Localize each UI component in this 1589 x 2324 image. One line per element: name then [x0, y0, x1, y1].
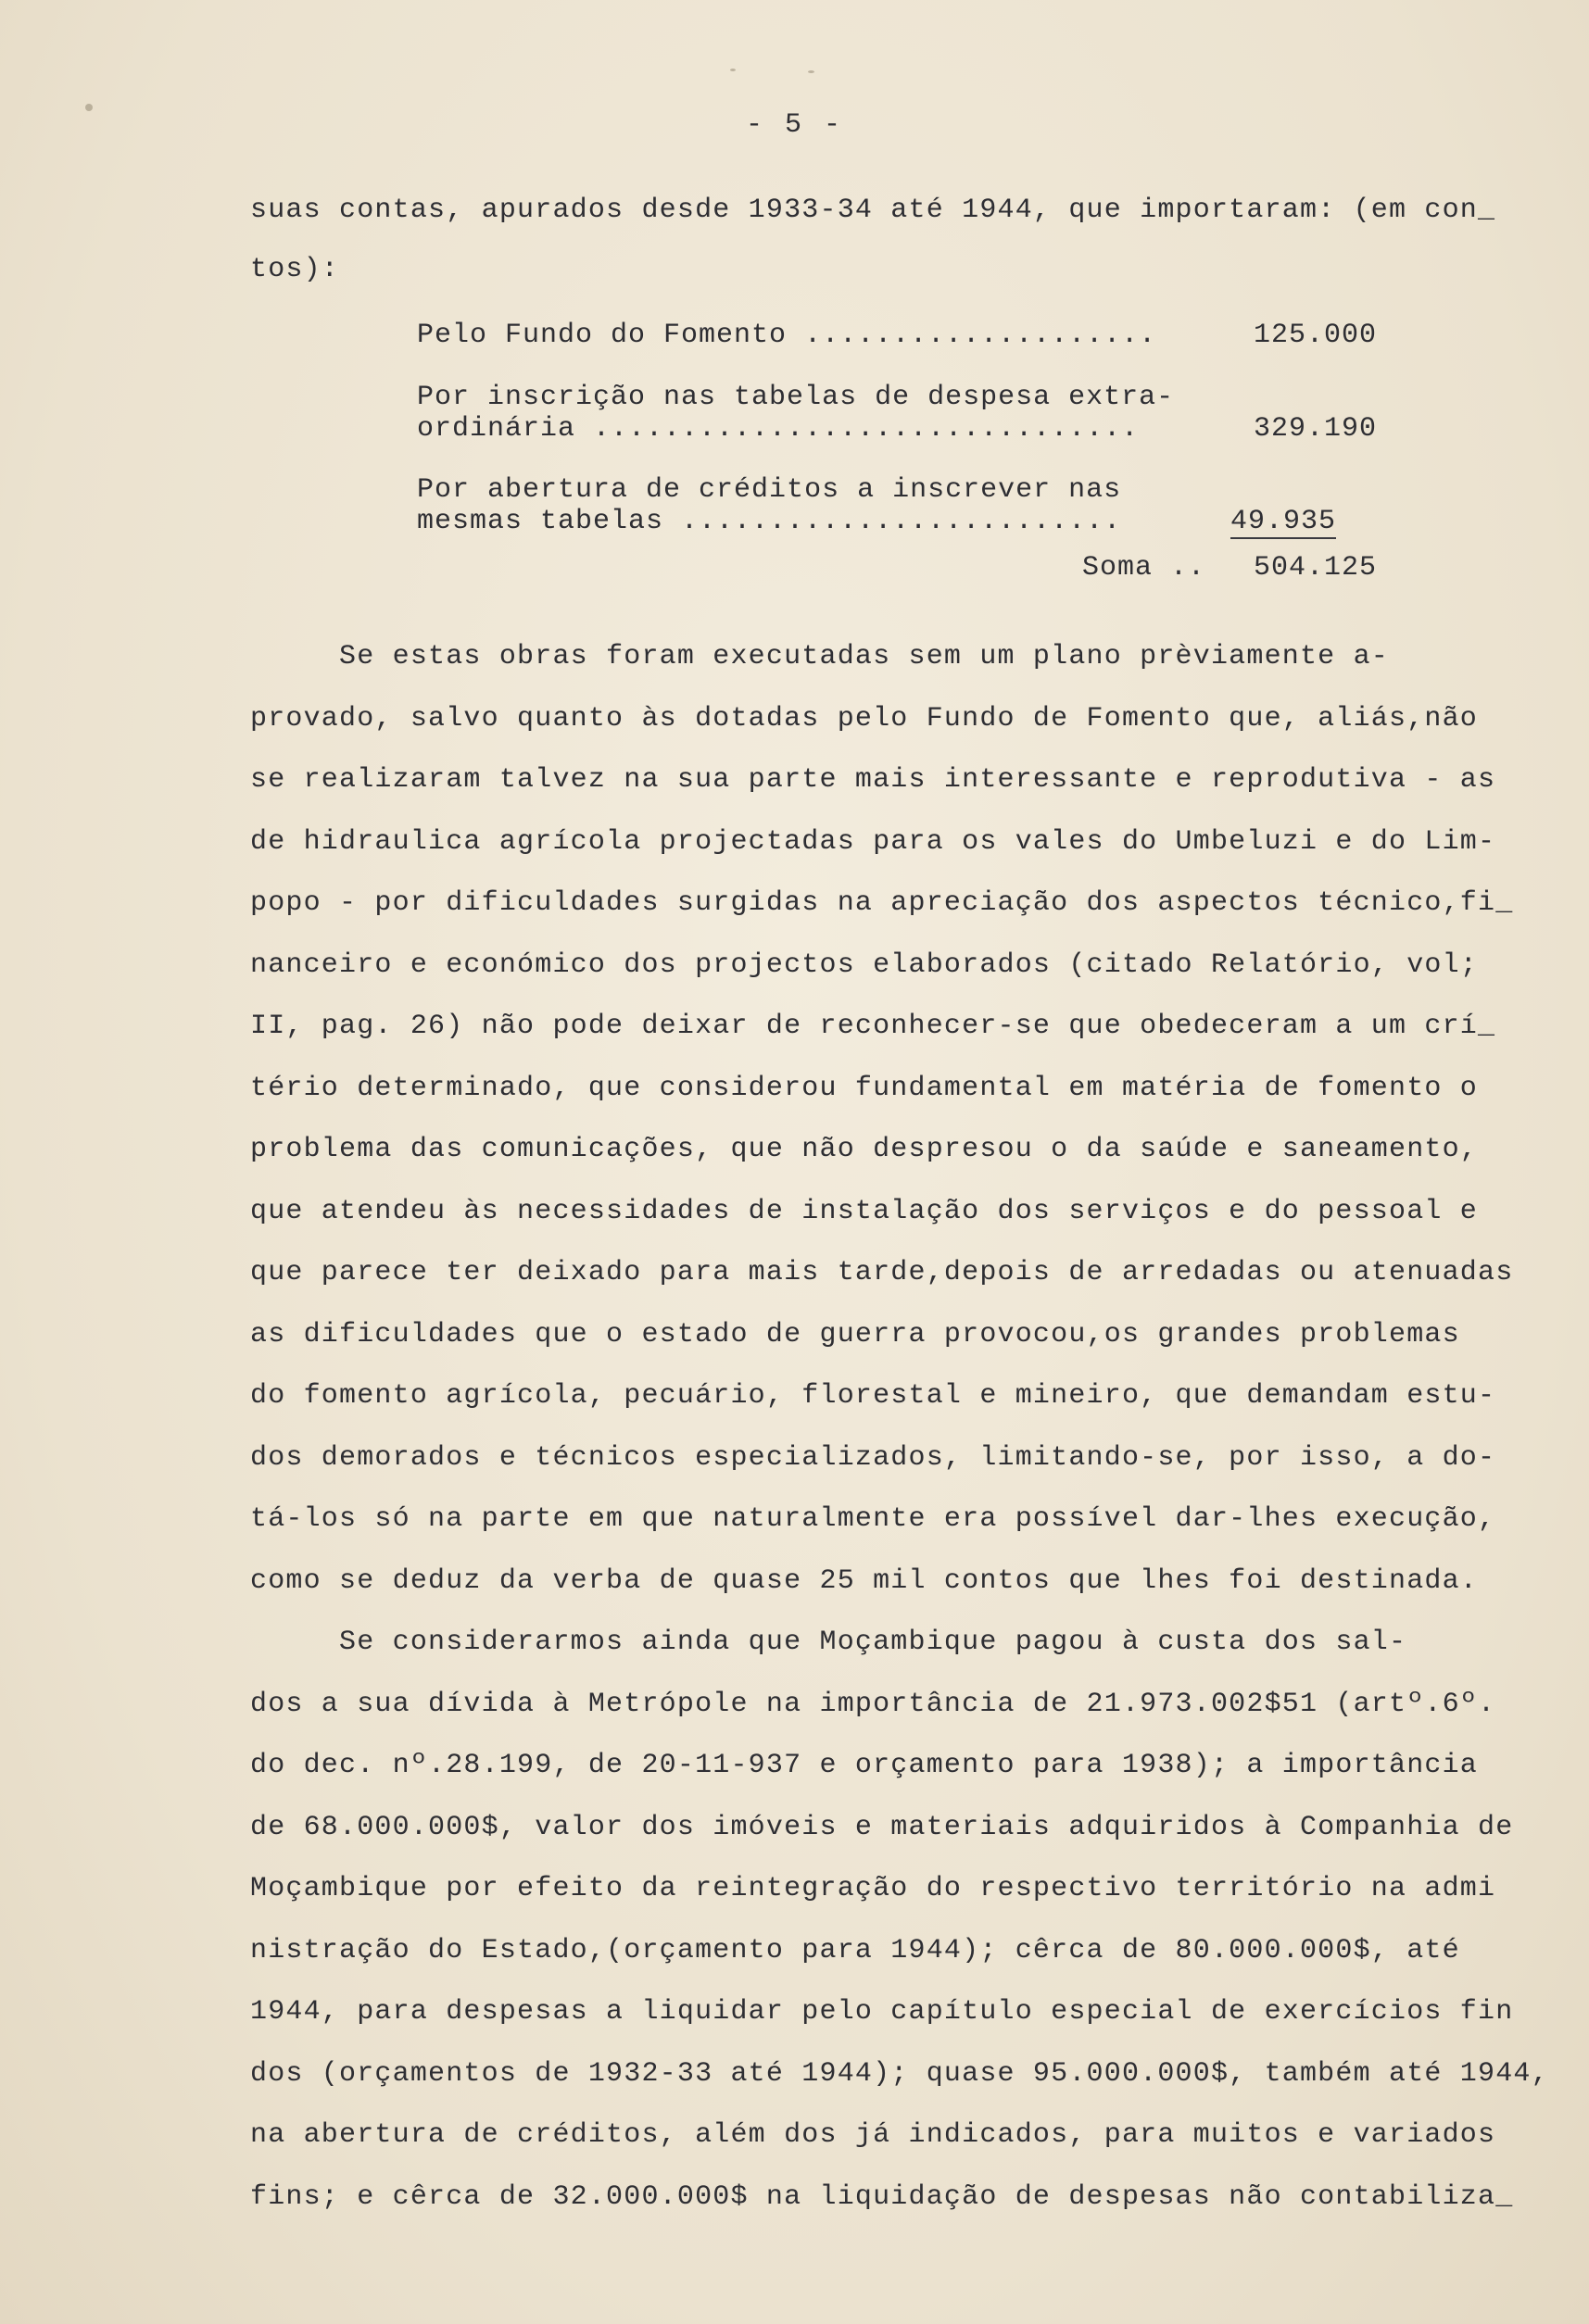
text-line: provado, salvo quanto às dotadas pelo Fundo de Fomento que, aliás,não: [250, 702, 1479, 735]
text-line: as dificuldades que o estado de guerra provocou,os grandes problemas: [250, 1318, 1460, 1350]
text-line: que atendeu às necessidades de instalação dos serviços e do pessoal e: [250, 1195, 1479, 1227]
text-line: dos (orçamentos de 1932-33 até 1944); quase 95.000.000$, também até 1944,: [250, 2057, 1549, 2090]
text-line: na abertura de créditos, além dos já indicados, para muitos e variados: [250, 2119, 1496, 2151]
table-row-value: 125.000: [1253, 320, 1377, 351]
table-row-value: 329.190: [1253, 413, 1377, 445]
text-line: Moçambique por efeito da reintegração do respectivo território na admi: [250, 1873, 1496, 1904]
text-line: como se deduz da verba de quase 25 mil contos que lhes foi destinada.: [250, 1564, 1479, 1597]
text-line: Se estas obras foram executadas sem um plano prèviamente a-: [250, 641, 1389, 672]
text-line: de hidraulica agrícola projectadas para os vales do Umbeluzi e do Lim-: [250, 825, 1496, 858]
text-line: tos):: [250, 254, 340, 285]
text-line: de 68.000.000$, valor dos imóveis e materiais adquiridos à Companhia de: [250, 1811, 1514, 1843]
text-line: problema das comunicações, que não despresou o da saúde e saneamento,: [250, 1134, 1479, 1165]
paper-stain: [808, 70, 814, 73]
text-line: Se considerarmos ainda que Moçambique pagou à custa dos sal-: [250, 1627, 1407, 1658]
text-line: popo - por dificuldades surgidas na apreciação dos aspectos técnico,fi_: [250, 887, 1514, 919]
table-row-label: Pelo Fundo do Fomento ....................: [417, 320, 1157, 351]
text-line: que parece ter deixado para mais tarde,depois de arredadas ou atenuadas: [250, 1257, 1514, 1288]
paper-stain: [730, 69, 736, 71]
text-line: fins; e cêrca de 32.000.000$ na liquidação de despesas não contabiliza_: [250, 2180, 1514, 2213]
table-row-label: ordinária ...............................: [417, 413, 1140, 445]
page-number: - 5 -: [745, 109, 843, 141]
text-line: II, pag. 26) não pode deixar de reconhecer-se que obedeceram a um crí_: [250, 1011, 1496, 1042]
text-line: do dec. nº.28.199, de 20-11-937 e orçamento para 1938); a importância: [250, 1750, 1479, 1781]
table-row-label: Por inscrição nas tabelas de despesa extra-: [417, 382, 1175, 413]
text-line: se realizaram talvez na sua parte mais interessante e reprodutiva - as: [250, 764, 1496, 796]
text-line: tá-los só na parte em que naturalmente era possível dar-lhes execução,: [250, 1503, 1496, 1535]
table-row-label: mesmas tabelas .........................: [417, 506, 1122, 537]
text-line: nanceiro e económico dos projectos elaborados (citado Relatório, vol;: [250, 948, 1479, 981]
text-line: dos demorados e técnicos especializados, limitando-se, por isso, a do-: [250, 1441, 1496, 1474]
text-line: dos a sua dívida à Metrópole na importância de 21.973.002$51 (artº.6º.: [250, 1688, 1496, 1720]
table-row-label: Por abertura de créditos a inscrever nas: [417, 474, 1122, 506]
total-label: Soma ..: [1082, 552, 1206, 584]
text-line: 1944, para despesas a liquidar pelo capítulo especial de exercícios fin: [250, 1996, 1514, 2028]
text-line: suas contas, apurados desde 1933-34 até 1944, que importaram: (em con_: [250, 195, 1496, 226]
text-line: nistração do Estado,(orçamento para 1944); cêrca de 80.000.000$, até: [250, 1934, 1460, 1966]
table-row-value: 49.935: [1230, 506, 1337, 537]
text-line: tério determinado, que considerou fundamental em matéria de fomento o: [250, 1072, 1479, 1104]
text-line: do fomento agrícola, pecuário, florestal e mineiro, que demandam estu-: [250, 1380, 1496, 1412]
total-value: 504.125: [1253, 552, 1377, 584]
